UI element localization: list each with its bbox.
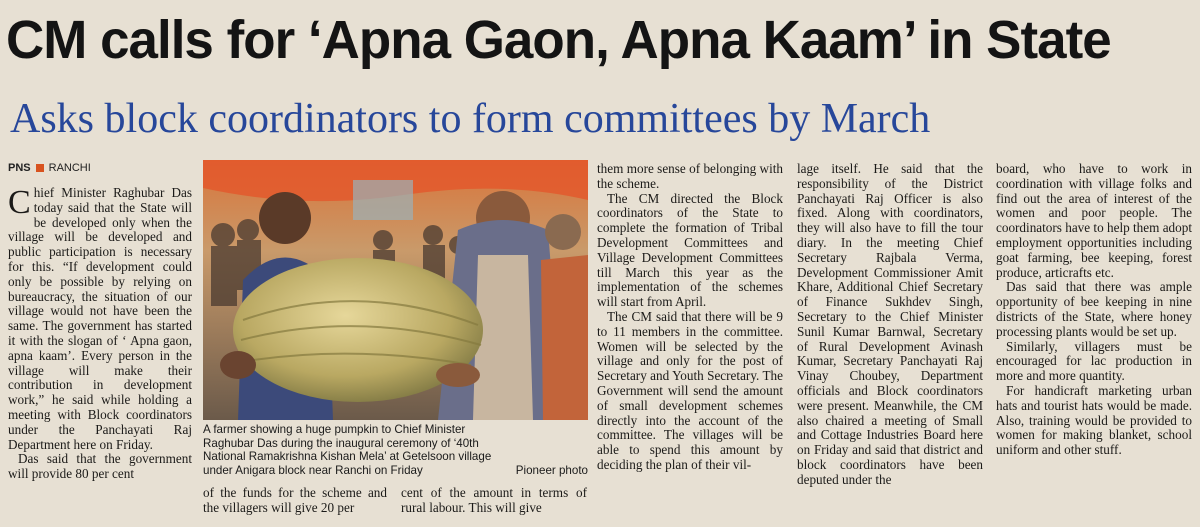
drop-cap: C: [8, 184, 31, 221]
square-bullet-icon: [36, 164, 44, 172]
photo-caption: [203, 423, 588, 477]
paragraph: them more sense of belonging with the scheme.: [597, 161, 783, 191]
paragraph: board, who have to work in coordination with village folks and find out the area of interest of the women and poor people. The coordinators have to help them adopt employment opportunities including goat farming, bee keeping, forest produce, articrafts etc.: [996, 161, 1192, 280]
paragraph: cent of the amount in terms of rural labour. This will give: [401, 485, 587, 515]
city-label: RANCHI: [48, 162, 91, 174]
paragraph: The CM said that there will be 9 to 11 members in the committee. Women will be selected by the village and only for the post of Secretary and Youth Secretary. The Government will send the amount of small development schemes directly into the account of the committee. The villages will be able to spend this amount by deciding the plan of their vil-: [597, 308, 783, 472]
photo-credit: Pioneer photo: [515, 463, 588, 477]
article-column-2: [203, 486, 387, 516]
lead-paragraph: [8, 186, 192, 452]
paragraph: The CM directed the Block coordinators of the State to complete the formation of Tribal Development Committees and Village Development Committees till March this year as the implementation of the schemes will start from April.: [597, 190, 783, 310]
paragraph: Similarly, villagers must be encouraged for lac production in more and more quantity.: [996, 338, 1192, 384]
paragraph: Das said that the government will provide 80 per cent: [8, 451, 192, 482]
caption-text: A farmer showing a huge pumpkin to Chief Minister Raghubar Das during the inaugural ceremony of ‘40th National Ramakrishna Kishan Mela’ at Getelsoon village under Anigara block near Ranchi on Friday: [203, 423, 492, 477]
paragraph: of the funds for the scheme and the villagers will give 20 per: [203, 485, 387, 515]
agency-label: PNS: [8, 162, 31, 174]
article-column-5: [797, 162, 983, 488]
pumpkin-photo-illustration: [203, 160, 588, 420]
paragraph: Das said that there was ample opportunity of bee keeping in nine districts of the State, where honey processing plants would be set up.: [996, 279, 1192, 339]
article-column-1: [8, 186, 192, 482]
article-column-4: [597, 162, 783, 473]
dateline: [8, 162, 91, 174]
article-column-3: [401, 486, 587, 516]
article-column-6: [996, 162, 1192, 458]
news-photo: [203, 160, 588, 420]
headline: CM calls for ‘Apna Gaon, Apna Kaam’ in State: [6, 10, 1111, 70]
paragraph: For handicraft marketing urban hats and tourist hats would be made. Also, training would be provided to women for making blanket, school uniform and other stuff.: [996, 382, 1192, 458]
paragraph: lage itself. He said that the responsibility of the District Panchayati Raj Officer is also fixed. Along with coordinators, they will also have to fill the tour diary. In the meeting Chief Secretary Rajbala Verma, Development Commissioner Amit Khare, Additional Chief Secretary of Finance Sukhdev Singh, Secretary to the Chief Minister Sunil Kumar Barnwal, Secretary of Rural Development Avinash Kumar, Secretary Panchayati Raj Vinay Choubey, Department officials and Block coordinators were present. Meanwhile, the CM also chaired a meeting of Small and Cottage Industries Board here on Friday and said that district and block coordinators have been deputed under the: [797, 161, 983, 487]
lead-text: hief Minister Raghubar Das today said that the State will be developed only when the village will be developed and public participation is necessary for this. “If development could only be possible by relying on bureaucracy, the situation of our village would not have been the same. The government has started it with the slogan of ‘ Apna gaon, apna kaam’. Every person in the village will make their contribution in development work,” he said while holding a meeting with Block coordinators under the Panchayati Raj Department here on Friday.: [8, 185, 192, 452]
subheadline: Asks block coordinators to form committees by March: [10, 96, 931, 142]
